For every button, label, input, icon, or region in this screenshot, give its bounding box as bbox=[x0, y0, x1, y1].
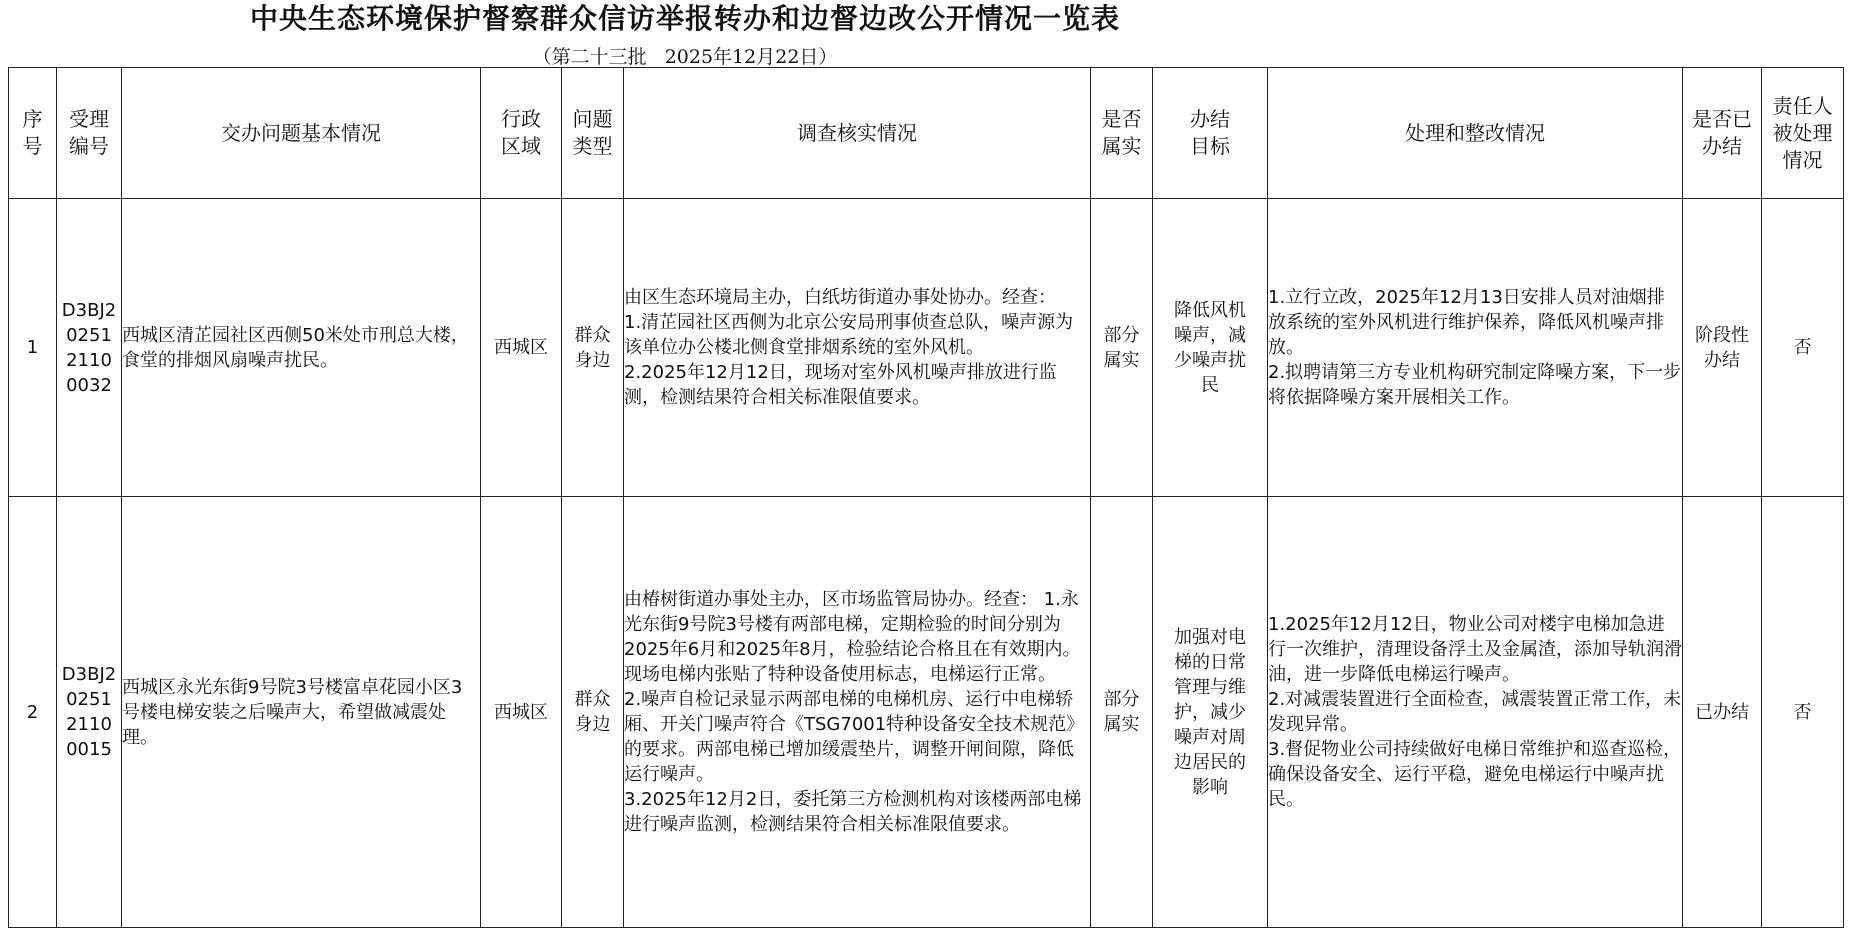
cell-seq: 1 bbox=[9, 199, 57, 497]
cell-verified: 部分属实 bbox=[1091, 497, 1153, 928]
disclosure-table bbox=[8, 67, 1844, 928]
cell-investigation bbox=[624, 497, 1091, 928]
handling-paragraph: 1.2025年12月12日，物业公司对楼宇电梯加急进行一次维护，清理设备浮土及金属渣，添加导轨润滑油，进一步降低电梯运行噪声。 bbox=[1268, 614, 1682, 685]
handling-paragraph: 1.立行立改，2025年12月13日安排人员对油烟排放系统的室外风机进行维护保养，降低风机噪声排放。 bbox=[1268, 287, 1665, 358]
page-title: 中央生态环境保护督察群众信访举报转办和边督边改公开情况一览表 bbox=[249, 2, 1120, 35]
table-row bbox=[9, 497, 1844, 928]
header-seq: 序号 bbox=[9, 68, 57, 199]
header-responsible: 责任人被处理情况 bbox=[1762, 68, 1844, 199]
handling-paragraph: 2.对减震装置进行全面检查，减震装置正常工作，未发现异常。 bbox=[1268, 689, 1682, 735]
header-investigation: 调查核实情况 bbox=[624, 68, 1091, 199]
cell-seq: 2 bbox=[9, 497, 57, 928]
header-completed: 是否已办结 bbox=[1683, 68, 1762, 199]
handling-paragraph: 3.督促物业公司持续做好电梯日常维护和巡查巡检，确保设备安全、运行平稳，避免电梯运行中噪声扰民。 bbox=[1268, 739, 1682, 810]
investigation-paragraph: 1.清芷园社区西侧为北京公安局刑事侦查总队，噪声源为该单位办公楼北侧食堂排烟系统的室外风机。 bbox=[624, 312, 1074, 358]
cell-handling bbox=[1268, 497, 1683, 928]
cell-issue: 西城区清芷园社区西侧50米处市刑总大楼，食堂的排烟风扇噪声扰民。 bbox=[122, 199, 481, 497]
investigation-paragraph: 2.2025年12月12日，现场对室外风机噪声排放进行监测，检测结果符合相关标准限值要求。 bbox=[624, 362, 1057, 408]
investigation-paragraph: 2.噪声自检记录显示两部电梯的电梯机房、运行中电梯轿厢、开关门噪声符合《TSG7001特种设备安全技术规范》的要求。两部电梯已增加缓震垫片，调整开闸间隙，降低运行噪声。 bbox=[624, 689, 1085, 785]
investigation-paragraph: 3.2025年12月2日，委托第三方检测机构对该楼两部电梯进行噪声监测，检测结果符合相关标准限值要求。 bbox=[624, 789, 1082, 835]
cell-district: 西城区 bbox=[481, 497, 562, 928]
header-verified: 是否属实 bbox=[1091, 68, 1153, 199]
handling-paragraph: 2.拟聘请第三方专业机构研究制定降噪方案，下一步将依据降噪方案开展相关工作。 bbox=[1268, 362, 1682, 408]
cell-accept-no: D3BJ2025121100032 bbox=[57, 199, 122, 497]
cell-verified: 部分属实 bbox=[1091, 199, 1153, 497]
header-district: 行政区域 bbox=[481, 68, 562, 199]
header-row bbox=[9, 68, 1844, 199]
cell-responsible: 否 bbox=[1762, 199, 1844, 497]
cell-handling bbox=[1268, 199, 1683, 497]
cell-responsible: 否 bbox=[1762, 497, 1844, 928]
header-goal: 办结目标 bbox=[1153, 68, 1268, 199]
investigation-paragraph: 由区生态环境局主办，白纸坊街道办事处协办。经查： bbox=[624, 287, 1056, 308]
cell-type: 群众身边 bbox=[562, 199, 624, 497]
cell-completed: 已办结 bbox=[1683, 497, 1762, 928]
cell-accept-no: D3BJ2025121100015 bbox=[57, 497, 122, 928]
cell-type: 群众身边 bbox=[562, 497, 624, 928]
header-accept-no: 受理编号 bbox=[57, 68, 122, 199]
cell-investigation bbox=[624, 199, 1091, 497]
cell-completed: 阶段性办结 bbox=[1683, 199, 1762, 497]
header-handling: 处理和整改情况 bbox=[1268, 68, 1683, 199]
cell-goal: 降低风机噪声，减少噪声扰民 bbox=[1153, 199, 1268, 497]
header-issue: 交办问题基本情况 bbox=[122, 68, 481, 199]
page-subtitle: （第二十三批 2025年12月22日） bbox=[532, 46, 838, 68]
cell-issue: 西城区永光东街9号院3号楼富卓花园小区3号楼电梯安装之后噪声大，希望做减震处理。 bbox=[122, 497, 481, 928]
cell-goal: 加强对电梯的日常管理与维护，减少噪声对周边居民的影响 bbox=[1153, 497, 1268, 928]
cell-district: 西城区 bbox=[481, 199, 562, 497]
table-row bbox=[9, 199, 1844, 497]
header-type: 问题类型 bbox=[562, 68, 624, 199]
investigation-paragraph: 由椿树街道办事处主办，区市场监管局协办。经查： 1.永光东街9号院3号楼有两部电梯，定期检验的时间分别为2025年6月和2025年8月，检验结论合格且在有效期内。现场电梯内张贴了特种设备使用标志，电梯运行正常。 bbox=[624, 589, 1081, 685]
